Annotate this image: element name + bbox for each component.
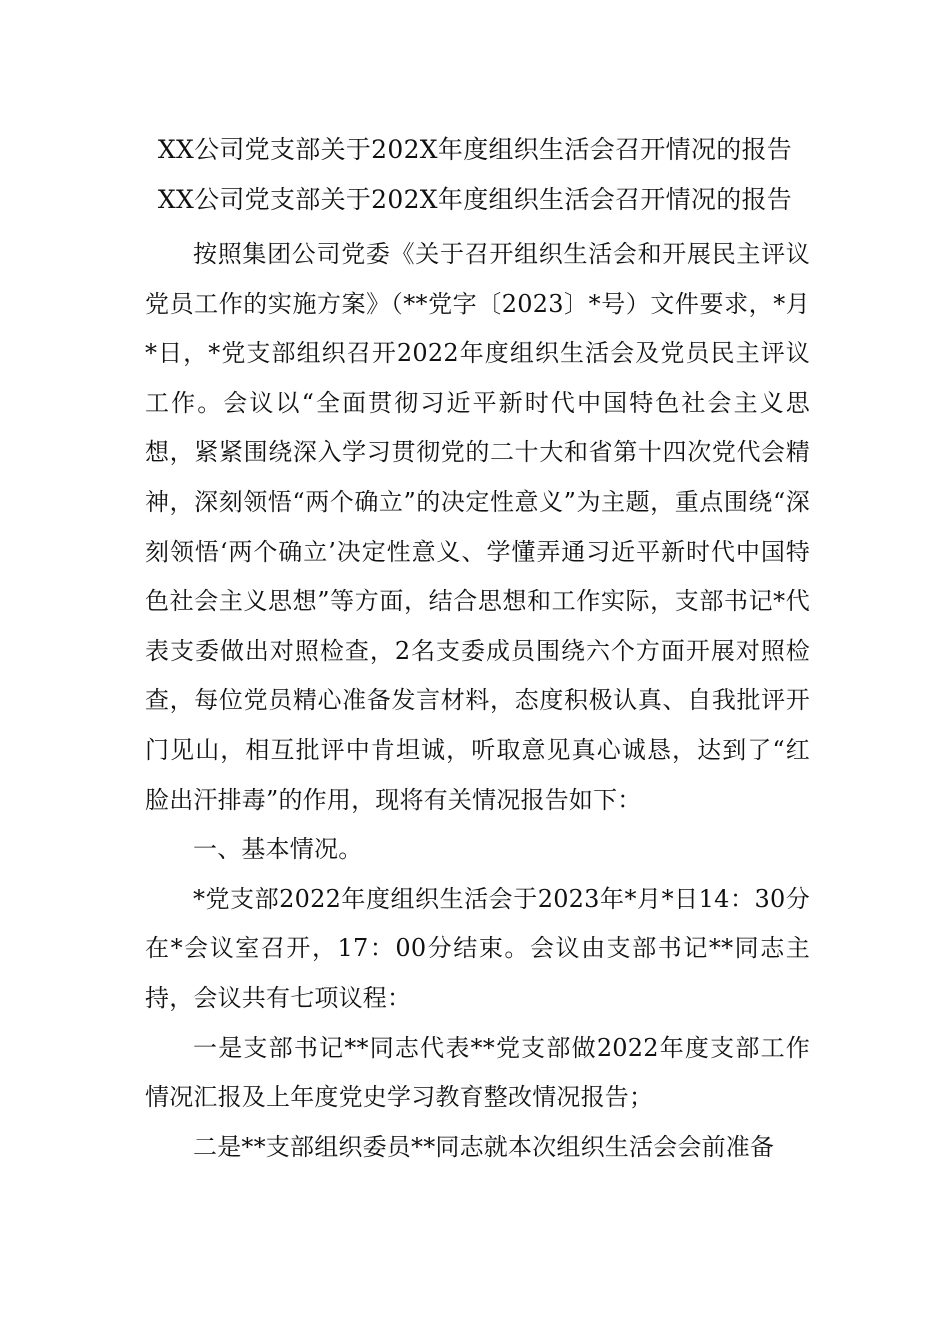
document-title-repeat: XX公司党支部关于202X年度组织生活会召开情况的报告 [157,185,793,214]
paragraph-agenda-2: 二是**支部组织委员**同志就本次组织生活会会前准备 [193,1132,775,1161]
paragraph-meeting-info: *党支部2022年度组织生活会于2023年*月*日14：30分在*会议室召开，17：00分结束。会议由支部书记**同志主持，会议共有七项议程： [145,884,810,1012]
section-heading-basic-info: 一、基本情况。 [193,835,363,864]
document-body [145,230,810,1172]
document-title: XX公司党支部关于202X年度组织生活会召开情况的报告 [157,135,793,164]
paragraph-intro: 按照集团公司党委《关于召开组织生活会和开展民主评议党员工作的实施方案》（**党字〔2023〕*号）文件要求，*月*日，*党支部组织召开2022年度组织生活会及党员民主评议工作。会议以“全面贯彻习近平新时代中国特色社会主义思想，紧紧围绕深入学习贯彻党的二十大和省第十四次党代会精神，深刻领悟“两个确立”的决定性意义”为主题，重点围绕“深刻领悟‘两个确立’决定性意义、学懂弄通习近平新时代中国特色社会主义思想”等方面，结合思想和工作实际，支部书记*代表支委做出对照检查，2名支委成员围绕六个方面开展对照检查，每位党员精心准备发言材料，态度积极认真、自我批评开门见山，相互批评中肯坦诚，听取意见真心诚恳，达到了“红脸出汗排毒”的作用，现将有关情况报告如下： [145,240,810,814]
paragraph-agenda-1: 一是支部书记**同志代表**党支部做2022年度支部工作情况汇报及上年度党史学习教育整改情况报告； [145,1033,810,1112]
